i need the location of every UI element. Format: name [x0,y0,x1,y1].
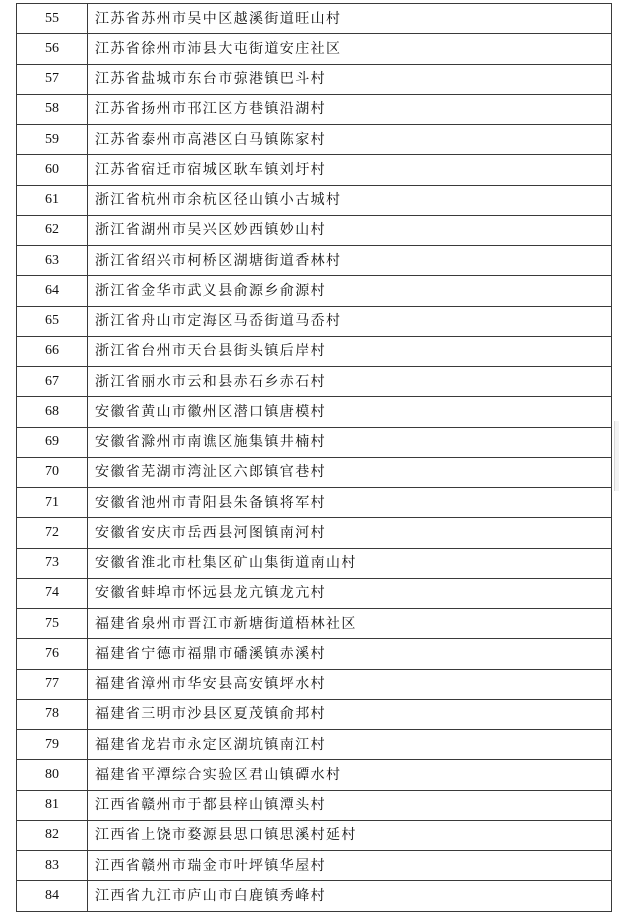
row-number: 83 [17,851,88,881]
row-number: 67 [17,367,88,397]
village-location: 安徽省黄山市徽州区潜口镇唐模村 [88,397,612,427]
table-row [17,488,612,518]
village-location: 江西省赣州市于都县梓山镇潭头村 [88,790,612,820]
table-row [17,548,612,578]
table-row [17,155,612,185]
village-list-table [16,3,612,912]
village-location: 浙江省杭州市余杭区径山镇小古城村 [88,185,612,215]
village-location: 浙江省丽水市云和县赤石乡赤石村 [88,367,612,397]
table-row [17,185,612,215]
table-row [17,427,612,457]
village-location: 浙江省绍兴市柯桥区湖塘街道香林村 [88,246,612,276]
table-row [17,609,612,639]
row-number: 55 [17,4,88,34]
row-number: 81 [17,790,88,820]
table-row [17,639,612,669]
table-row [17,64,612,94]
village-location: 江西省九江市庐山市白鹿镇秀峰村 [88,881,612,911]
row-number: 71 [17,488,88,518]
village-location: 福建省漳州市华安县高安镇坪水村 [88,669,612,699]
village-location: 安徽省滁州市南谯区施集镇井楠村 [88,427,612,457]
village-location: 江苏省宿迁市宿城区耿车镇刘圩村 [88,155,612,185]
row-number: 82 [17,820,88,850]
table-body [17,4,612,912]
table-row [17,669,612,699]
village-location: 江苏省泰州市高港区白马镇陈家村 [88,125,612,155]
table-row [17,730,612,760]
table-row [17,336,612,366]
row-number: 60 [17,155,88,185]
row-number: 73 [17,548,88,578]
table-row [17,760,612,790]
village-location: 安徽省淮北市杜集区矿山集街道南山村 [88,548,612,578]
table-row [17,125,612,155]
table-row [17,397,612,427]
table-row [17,851,612,881]
row-number: 78 [17,699,88,729]
row-number: 75 [17,609,88,639]
village-location: 江西省赣州市瑞金市叶坪镇华屋村 [88,851,612,881]
village-location: 江苏省盐城市东台市弶港镇巴斗村 [88,64,612,94]
table-row [17,4,612,34]
row-number: 76 [17,639,88,669]
table-row [17,881,612,911]
row-number: 59 [17,125,88,155]
table-row [17,215,612,245]
row-number: 70 [17,457,88,487]
row-number: 61 [17,185,88,215]
row-number: 58 [17,94,88,124]
village-location: 安徽省芜湖市湾沚区六郎镇官巷村 [88,457,612,487]
village-location: 江苏省苏州市吴中区越溪街道旺山村 [88,4,612,34]
row-number: 65 [17,306,88,336]
table-row [17,578,612,608]
table-row [17,518,612,548]
table-row [17,367,612,397]
row-number: 57 [17,64,88,94]
row-number: 56 [17,34,88,64]
row-number: 80 [17,760,88,790]
village-location: 安徽省蚌埠市怀远县龙亢镇龙亢村 [88,578,612,608]
village-location: 江苏省徐州市沛县大屯街道安庄社区 [88,34,612,64]
table-row [17,699,612,729]
village-location: 福建省龙岩市永定区湖坑镇南江村 [88,730,612,760]
village-location: 福建省三明市沙县区夏茂镇俞邦村 [88,699,612,729]
row-number: 74 [17,578,88,608]
row-number: 64 [17,276,88,306]
village-location: 浙江省金华市武义县俞源乡俞源村 [88,276,612,306]
table-row [17,457,612,487]
table-row [17,94,612,124]
village-location: 浙江省湖州市吴兴区妙西镇妙山村 [88,215,612,245]
row-number: 69 [17,427,88,457]
village-location: 福建省平潭综合实验区君山镇磹水村 [88,760,612,790]
row-number: 62 [17,215,88,245]
village-location: 浙江省舟山市定海区马岙街道马岙村 [88,306,612,336]
table-row [17,246,612,276]
village-location: 浙江省台州市天台县街头镇后岸村 [88,336,612,366]
row-number: 77 [17,669,88,699]
village-location: 江西省上饶市婺源县思口镇思溪村延村 [88,820,612,850]
village-location: 安徽省安庆市岳西县河图镇南河村 [88,518,612,548]
village-location: 江苏省扬州市邗江区方巷镇沿湖村 [88,94,612,124]
scrollbar-edge [614,421,619,491]
table-row [17,790,612,820]
village-location: 安徽省池州市青阳县朱备镇将军村 [88,488,612,518]
row-number: 66 [17,336,88,366]
table-row [17,276,612,306]
row-number: 63 [17,246,88,276]
row-number: 72 [17,518,88,548]
row-number: 68 [17,397,88,427]
row-number: 84 [17,881,88,911]
row-number: 79 [17,730,88,760]
village-location: 福建省泉州市晋江市新塘街道梧林社区 [88,609,612,639]
table-row [17,34,612,64]
village-location: 福建省宁德市福鼎市磻溪镇赤溪村 [88,639,612,669]
table-row [17,306,612,336]
table-row [17,820,612,850]
